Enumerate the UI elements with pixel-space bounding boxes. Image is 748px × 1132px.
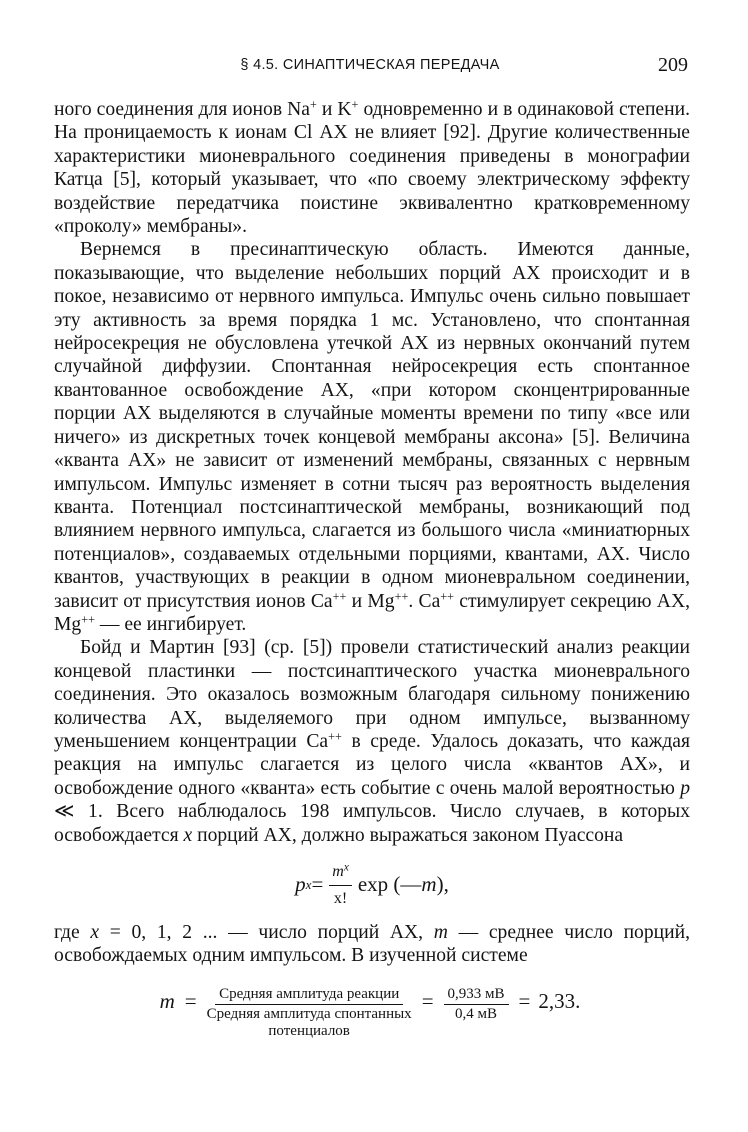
poisson-formula: p x = $\frac{m^x}{x!}$ exp (— m ), xyxy=(54,851,690,919)
page-number: 209 xyxy=(658,54,688,76)
section-title: § 4.5. СИНАПТИЧЕСКАЯ ПЕРЕДАЧА xyxy=(240,57,500,73)
poisson-fraction: $\frac{m^x}{x!}$ xyxy=(329,860,352,910)
paragraph-2: Вернемся в пресинаптическую область. Имеются данные, показывающие, что выделение небольших порций АХ происходит и в покое, независимо от нервного импульса. Импульс очень сильно повышает эту активность за время порядка 1 мс. Установлено, что спонтанная нейросекреция не обусловлена утечкой АХ из нервных окончаний путем случайной диффузии. Спонтанная нейросекреция есть спонтанное квантованное освобождение АХ, «при котором сконцентрированные порции АХ выделяются в случайные моменты времени по типу «все или ничего» из дискретных точек концевой мембраны аксона» [5]. Величина «кванта АХ» не зависит от изменений мембраны, связанных с нервным импульсом. Импульс изменяет в сотни тысяч раз вероятность выделения кванта. Потенциал постсинаптической мембраны, возникающий под влиянием нервного импульса, слагается из большого числа «миниатюрных потенциалов», создаваемых отдельными порциями, квантами, АХ. Число квантов, участвующих в реакции в одном мионевральном соединении, зависит от присутствия ионов Ca++ и Mg++. Ca++ стимулирует секрецию АХ, Mg++ — ее ингибирует. xyxy=(54,239,691,635)
value-ratio-fraction: $\frac{0,933 мВ}{0,4 мВ}$ xyxy=(444,986,509,1023)
paragraph-3: Бойд и Мартин [93] (ср. [5]) провели статистический анализ реакции концевой пластинки — постсинаптического участка мионеврального соединения. Это оказалось возможным благодаря сильному понижению количества АХ, выделяемого при одном импульсе, вызванному уменьшением концентрации Ca++ в среде. Удалось доказать, что каждая реакция на импульс слагается из целого числа «квантов АХ», и освобождение одного «кванта» есть событие с очень малой вероятностью p ≪ 1. Всего наблюдалось 198 импульсов. Число случаев, в которых освобождается x порций АХ, должно выражаться законом Пуассона xyxy=(54,637,690,846)
mean-quanta-formula: m = Средняя амплитуда реакции Средняя амплитуда спонтанных потенциалов = $\frac{0,933 мВ}{0,4 мВ}$ = 2,33. xyxy=(159,985,581,1039)
amplitude-ratio-fraction: Средняя амплитуда реакции Средняя амплитуда спонтанных потенциалов xyxy=(206,985,412,1039)
paragraph-4: где x = 0, 1, 2 ... — число порций АХ, m — среднее число порций, освобождаемых одним импульсом. В изученной системе xyxy=(54,922,691,967)
running-header xyxy=(52,54,688,82)
paragraph-1: ного соединения для ионов Na+ и K+ одновременно и в одинаковой степени. На проницаемость к ионам Cl АХ не влияет [92]. Другие количественные характеристики мионеврального соединения приведены в монографии Катца [5], который указывает, что «по своему электрическому эффекту воздействие передатчика поистине эквивалентно кратковременному «проколу» мембраны». xyxy=(54,97,691,238)
body-text xyxy=(54,98,690,1040)
